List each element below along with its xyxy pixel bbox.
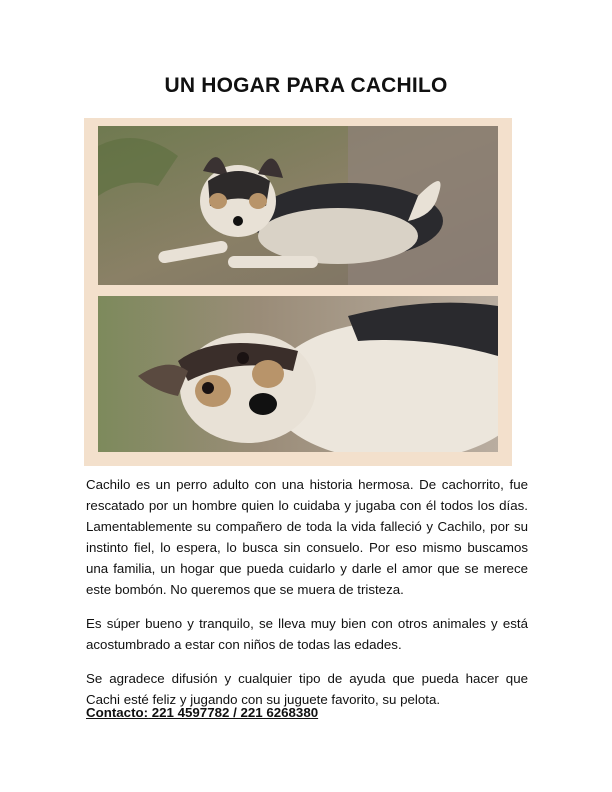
description	[86, 474, 528, 723]
contact-label: Contacto:	[86, 705, 149, 720]
dog-photo-closeup	[98, 296, 498, 452]
photo-collage	[84, 118, 512, 466]
page-title: UN HOGAR PARA CACHILO	[164, 74, 448, 97]
contact-phones: 221 4597782 / 221 6268380	[148, 705, 319, 720]
paragraph-story: Cachilo es un perro adulto con una historia hermosa. De cachorrito, fue rescatado por un hombre quien lo cuidaba y jugaba con él todos los días. Lamentablemente su compañero de toda la vida falleció y Cachilo, por su instinto fiel, lo espera, lo busca sin consuelo. Por eso mismo buscamos una familia, un hogar que pueda cuidarlo y darle el amor que se merece este bombón. No queremos que se muera de tristeza.	[86, 477, 528, 597]
paragraph-temperament: Es súper bueno y tranquilo, se lleva muy bien con otros animales y está acostumbrado a estar con niños de todas las edades.	[86, 616, 528, 652]
contact-line	[86, 705, 318, 720]
dog-photo-lying	[98, 126, 498, 285]
paragraph-help: Se agradece difusión y cualquier tipo de ayuda que pueda hacer que Cachi esté feliz y jugando con su juguete favorito, su pelota.	[86, 671, 528, 707]
